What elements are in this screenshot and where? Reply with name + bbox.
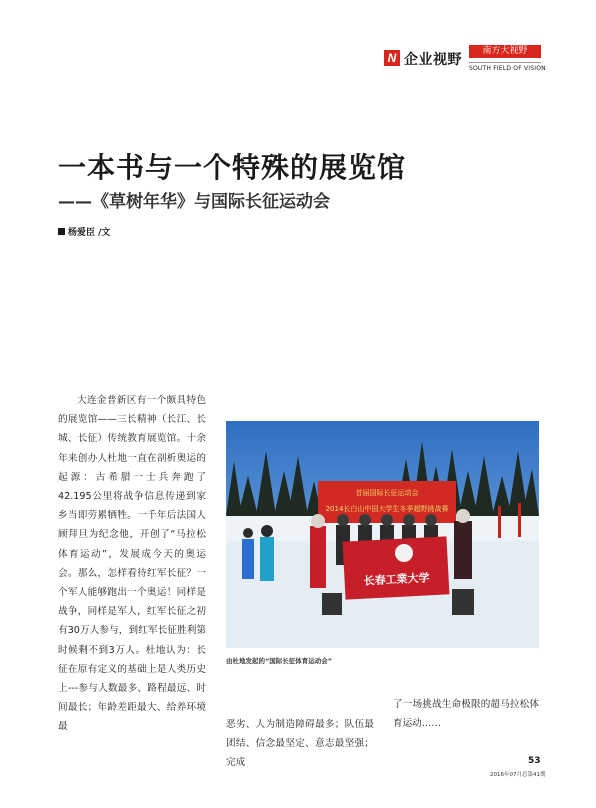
- article-photo: [226, 421, 539, 648]
- page-number: 53: [528, 756, 541, 766]
- square-bullet-icon: [58, 228, 65, 235]
- body-column-2: 恶劣、人为制造障碍最多；队伍最团结、信念最坚定、意志最坚强；完成: [226, 719, 374, 769]
- university-flag: [343, 536, 450, 599]
- group-photo-illustration: [226, 421, 539, 648]
- article-title: 一本书与一个特殊的展览馆: [58, 151, 407, 184]
- issue-info: 2016年07月总第41期: [490, 772, 546, 778]
- banner-line-1: 首届国际长征运动会: [355, 489, 419, 497]
- author-name: 杨爱臣 /文: [68, 228, 111, 238]
- banner-line-2: 2014长白山中国大学生冬季超野挑战赛: [325, 505, 449, 513]
- column-name-en: SOUTH FIELD OF VISION: [469, 62, 541, 72]
- photo-caption: 由杜地发起的“国际长征体育运动会”: [226, 657, 333, 665]
- body-column-1: 大连金普新区有一个颇具特色的展览馆——三长精神（长江、长城、长征）传统教育展览馆。十余年来创办人杜地一直在剖析奥运的起源：古希腊一士兵奔跑了42.195公里将战争信息传递到家乡当即劳累牺牲。一千年后法国人顾拜旦为纪念他，开创了“马拉松体育运动”，发展成今天的奥运会。那么，怎样看待红军长征？一个军人能够跑出一个奥运！同样是战争，同样是军人，红军长征之初有30万人参与，到红军长征胜利第时候剩不到3万人。杜地认为：长征在原有定义的基础上是人类历史上---参与人数最多、路程最远、时间最长；年龄差距最大、给养环境最: [58, 395, 206, 733]
- flag-text: 长春工業大学: [363, 571, 430, 588]
- article-subtitle: ——《草树年华》与国际长征运动会: [58, 192, 330, 212]
- brand-title: 企业视野: [404, 52, 462, 68]
- column-name: 南方大视野: [469, 45, 541, 58]
- brand-logo-icon: N: [384, 50, 400, 66]
- body-column-3: 了一场挑战生命极限的超马拉松体育运动……: [393, 699, 539, 730]
- magazine-brand: [384, 45, 546, 75]
- author-line: [58, 225, 110, 238]
- column-badge: [469, 45, 546, 72]
